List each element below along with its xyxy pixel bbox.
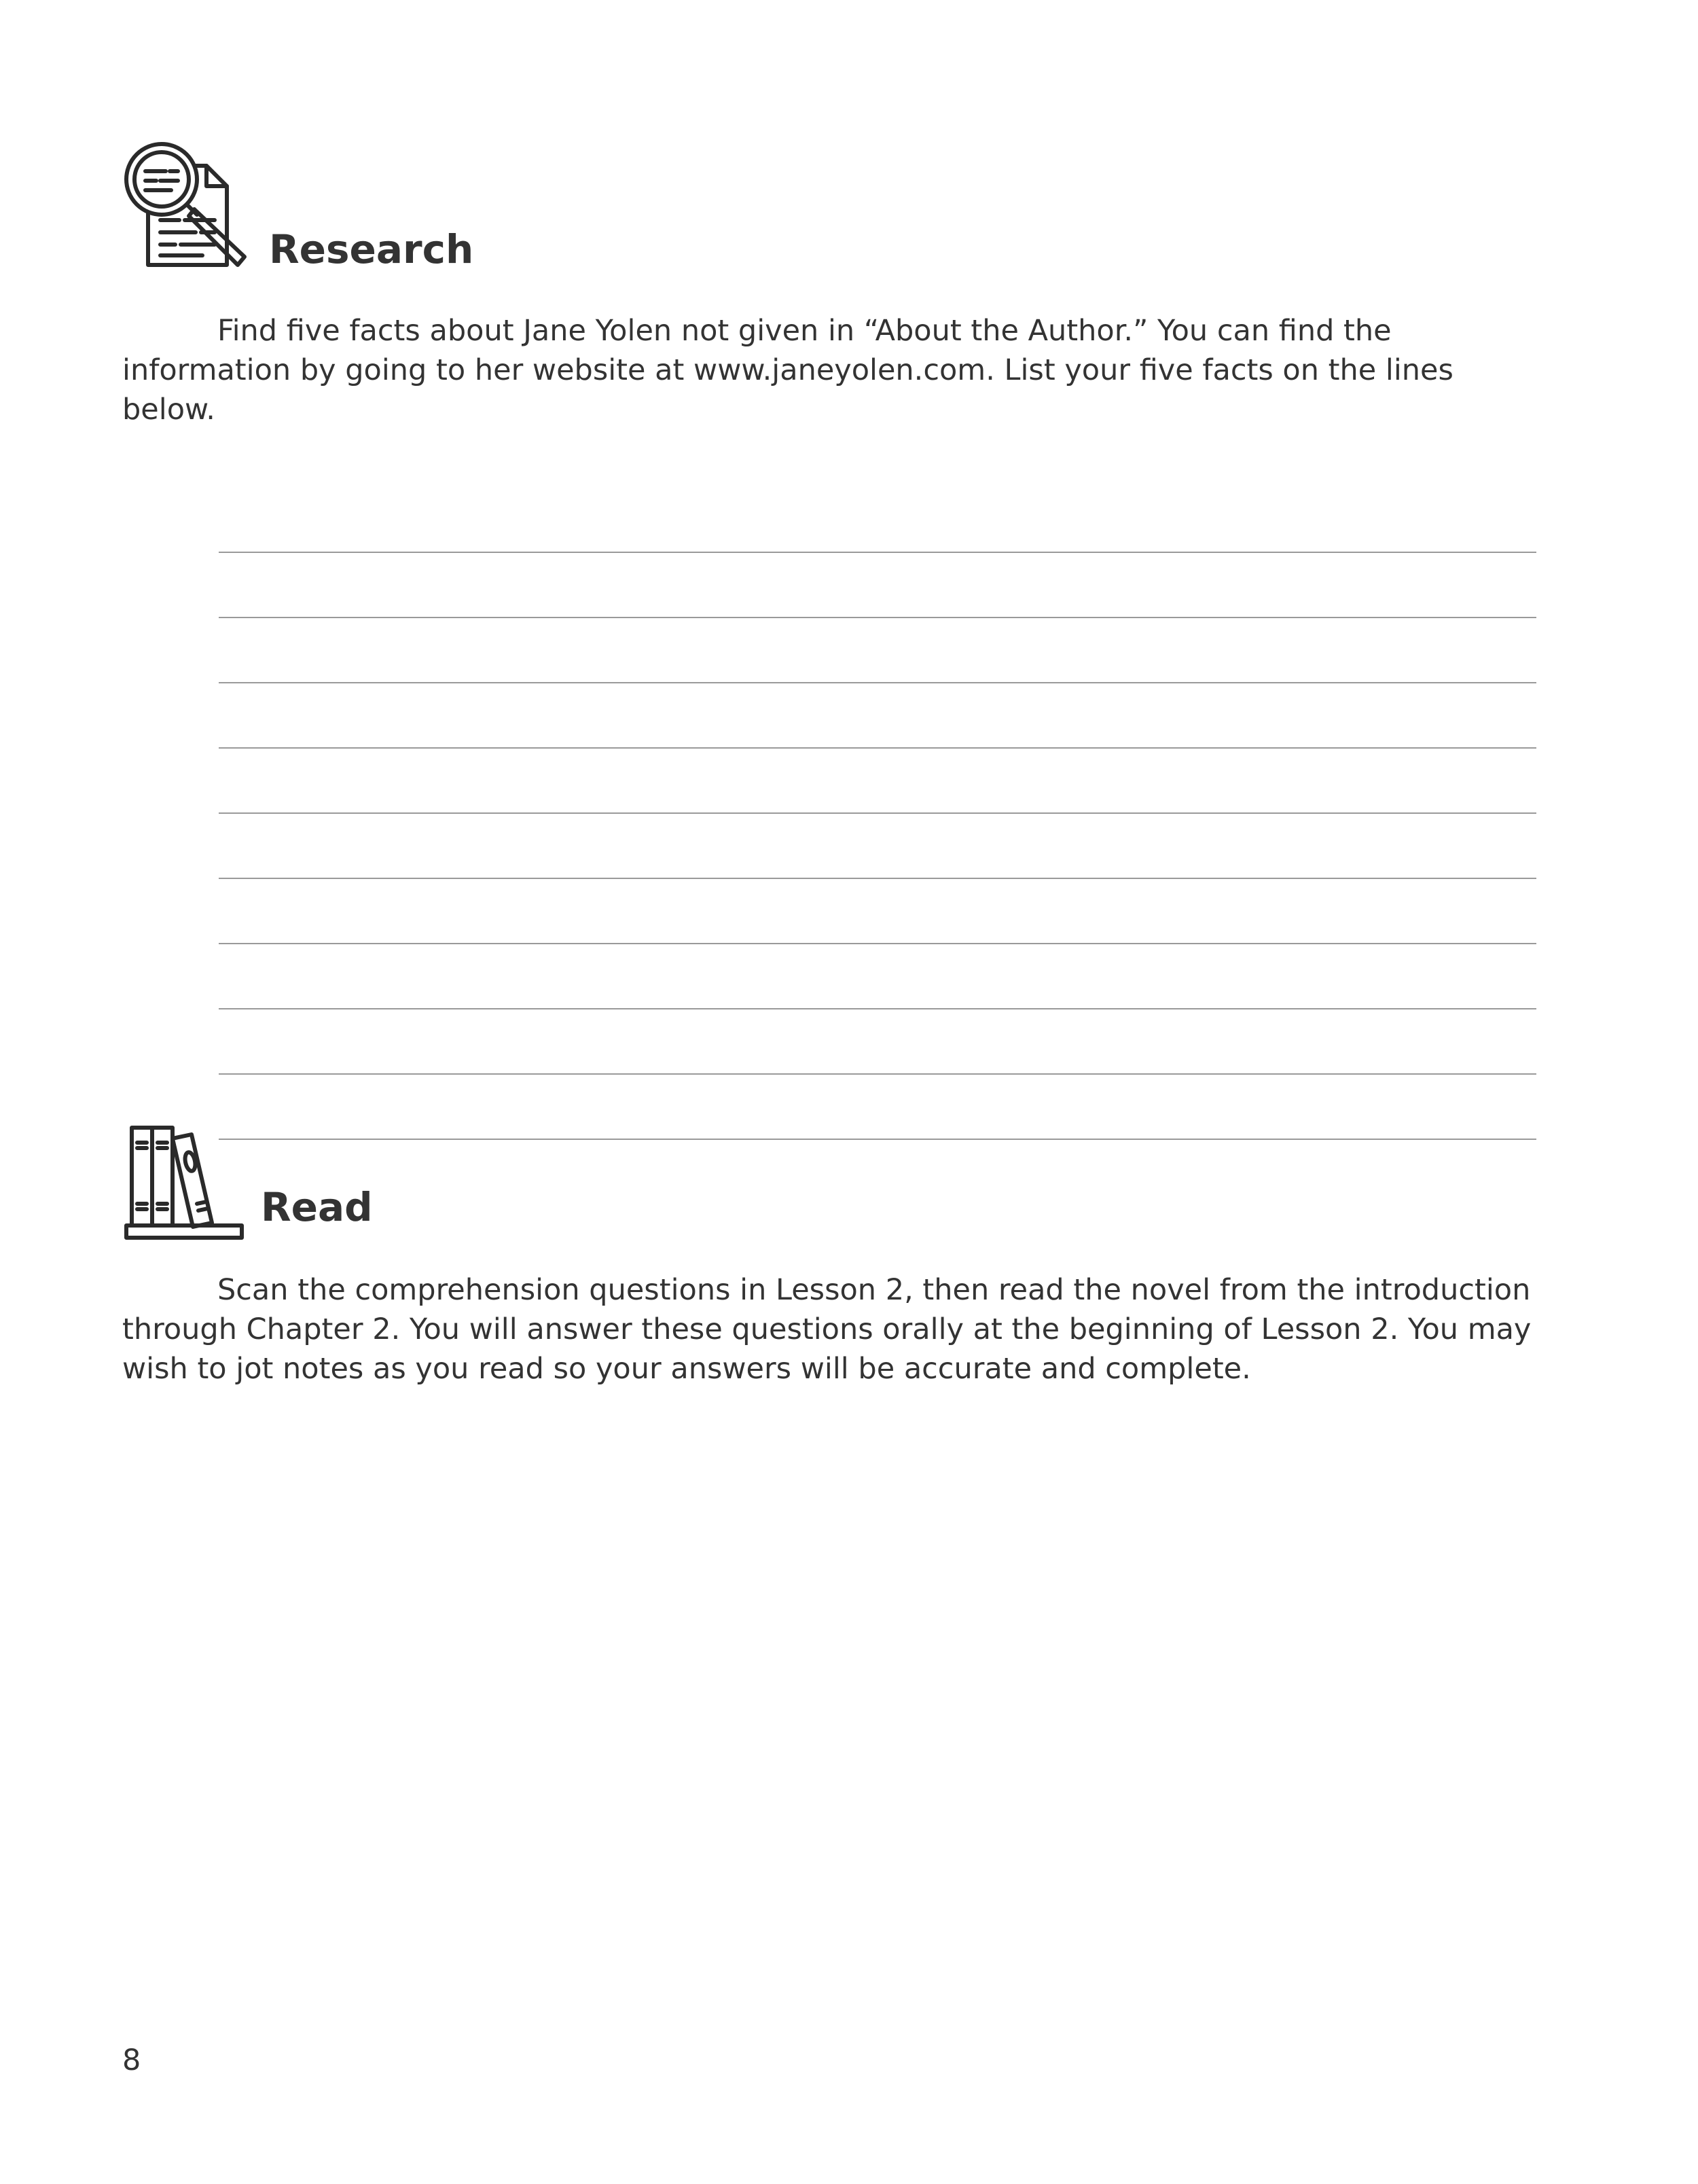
answer-line[interactable] xyxy=(219,814,1536,879)
magnifier-document-icon xyxy=(121,139,254,272)
answer-line[interactable] xyxy=(219,749,1536,814)
answer-line[interactable] xyxy=(219,683,1536,749)
answer-line[interactable] xyxy=(219,618,1536,683)
read-heading: Read xyxy=(261,1184,373,1230)
research-instructions: Find five facts about Jane Yolen not given in “About the Author.” You can find the information by going to her website at www.janeyolen.com. List your five facts on the lines below. xyxy=(122,314,1453,427)
read-instructions: Scan the comprehension questions in Lesson 2, then read the novel from the introduction through Chapter 2. You will answer these questions orally at the beginning of Lesson 2. You may wish to jot notes as you read so your answers will be accurate and complete. xyxy=(122,1273,1532,1386)
page-number: 8 xyxy=(122,2043,141,2077)
answer-line[interactable] xyxy=(219,1075,1536,1140)
answer-line[interactable] xyxy=(219,553,1536,618)
answer-lines xyxy=(219,488,1536,1140)
research-heading: Research xyxy=(269,226,474,272)
answer-line[interactable] xyxy=(219,944,1536,1009)
answer-line[interactable] xyxy=(219,879,1536,944)
books-on-shelf-icon xyxy=(124,1124,246,1243)
answer-line[interactable] xyxy=(219,488,1536,553)
answer-line[interactable] xyxy=(219,1009,1536,1075)
